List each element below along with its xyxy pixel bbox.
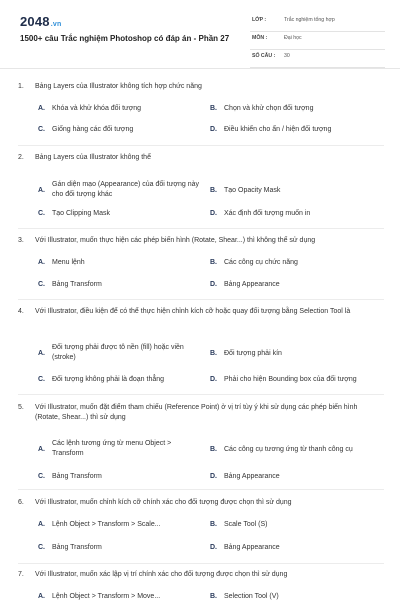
option-text: Phải cho hiện Bounding box của đối tượng: [224, 376, 357, 383]
option-letter: B.: [210, 187, 217, 194]
logo-suffix: .vn: [50, 21, 62, 28]
option-text: Điều khiển cho ẩn / hiện đối tượng: [224, 126, 332, 133]
option-text: Xác định đối tượng muốn in: [224, 210, 311, 217]
question-text: Với Illustrator, muốn xác lập vị trí chính xác cho đối tượng được chọn thì sử dụng: [35, 571, 288, 578]
document-header: [0, 0, 400, 68]
option-letter: A.: [38, 105, 45, 112]
option-letter: A.: [38, 521, 45, 528]
option-text: Bảng Transform: [52, 281, 102, 288]
meta-key: LỚP :: [252, 17, 267, 23]
option-letter: A.: [38, 187, 45, 194]
option-letter: C.: [38, 544, 45, 551]
option-letter: D.: [210, 126, 217, 133]
site-logo[interactable]: [20, 14, 61, 29]
question-divider: [18, 228, 384, 229]
option-letter: B.: [210, 105, 217, 112]
option-text: Tạo Clipping Mask: [52, 210, 110, 217]
page-title: 1500+ câu Trắc nghiệm Photoshop có đáp án - Phần 27: [20, 34, 230, 43]
question-divider: [18, 145, 384, 146]
question-number: 7.: [18, 571, 24, 578]
meta-value: Đại học: [284, 35, 302, 41]
option-letter: C.: [38, 281, 45, 288]
meta-key: MÔN :: [252, 35, 268, 41]
option-letter: D.: [210, 473, 217, 480]
meta-row-count: [250, 50, 385, 68]
question-text: Với Illustrator, muốn thực hiện các phép biến hình (Rotate, Shear...) thì không thể sử dụng: [35, 237, 316, 244]
meta-row-class: [250, 14, 385, 32]
question-divider: [18, 299, 384, 300]
meta-value: 30: [284, 53, 290, 59]
option-letter: B.: [210, 350, 217, 357]
option-text: Giống hàng các đối tượng: [52, 126, 134, 133]
question-text: Bảng Layers của Illustrator không tích hợp chức năng: [35, 83, 202, 90]
option-letter: C.: [38, 473, 45, 480]
option-text: Gán diện mạo (Appearance) của đối tượng này cho đối tượng khác: [52, 181, 200, 198]
question-divider: [18, 489, 384, 490]
option-text: Bảng Appearance: [224, 473, 280, 480]
question-number: 5.: [18, 404, 24, 411]
question-divider: [18, 394, 384, 395]
question-divider: [18, 563, 384, 564]
option-letter: A.: [38, 593, 45, 600]
option-text: Bảng Appearance: [224, 544, 280, 551]
option-letter: C.: [38, 210, 45, 217]
meta-row-subject: [250, 32, 385, 50]
meta-value: Trắc nghiệm tổng hợp: [284, 17, 335, 23]
option-letter: D.: [210, 281, 217, 288]
option-text: Chọn và khử chọn đối tượng: [224, 105, 314, 112]
question-text: Với Illustrator, điều kiện để có thể thực hiện chỉnh kích cỡ hoặc quay đối tượng bằng Selection Tool là: [35, 308, 351, 315]
option-letter: B.: [210, 259, 217, 266]
option-text: Tạo Opacity Mask: [224, 187, 281, 194]
option-letter: C.: [38, 126, 45, 133]
option-text: Scale Tool (S): [224, 521, 268, 528]
option-letter: B.: [210, 446, 217, 453]
question-text: Với Illustrator, muốn chỉnh kích cỡ chính xác cho đối tượng được chọn thì sử dụng: [35, 499, 292, 506]
option-text: Các công cụ tương ứng từ thanh công cụ: [224, 446, 353, 453]
option-letter: B.: [210, 593, 217, 600]
option-text: Đối tượng phải được tô nền (fill) hoặc viền (stroke): [52, 344, 184, 361]
option-text: Lệnh Object > Transform > Scale...: [52, 521, 161, 528]
logo-main: 2048: [20, 14, 50, 29]
option-letter: D.: [210, 210, 217, 217]
question-number: 1.: [18, 83, 24, 90]
option-letter: A.: [38, 259, 45, 266]
option-letter: A.: [38, 350, 45, 357]
option-letter: D.: [210, 376, 217, 383]
option-text: Menu lệnh: [52, 259, 85, 266]
option-text: Các lệnh tương ứng từ menu Object > Transform: [52, 440, 172, 457]
option-text: Khóa và khử khóa đối tượng: [52, 105, 142, 112]
header-divider: [0, 68, 400, 69]
option-letter: C.: [38, 376, 45, 383]
question-text: Với Illustrator, muốn đặt điểm tham chiếu (Reference Point) ở vị trí tùy ý khi sử dụng các phép biến hình (Rotate, Shear...) thì sử dụng: [35, 404, 358, 421]
option-text: Đối tượng phải kín: [224, 350, 282, 357]
option-text: Bảng Transform: [52, 473, 102, 480]
question-text: Bảng Layers của Illustrator không thể: [35, 154, 151, 161]
option-text: Đối tượng không phải là đoạn thẳng: [52, 376, 165, 383]
question-number: 4.: [18, 308, 24, 315]
question-number: 6.: [18, 499, 24, 506]
question-number: 2.: [18, 154, 24, 161]
option-text: Bảng Transform: [52, 544, 102, 551]
meta-table: [250, 14, 385, 68]
option-text: Bảng Appearance: [224, 281, 280, 288]
option-text: Selection Tool (V): [224, 593, 279, 600]
option-letter: D.: [210, 544, 217, 551]
option-text: Các công cụ chức năng: [224, 259, 298, 266]
meta-key: SỐ CÂU :: [252, 53, 276, 59]
option-text: Lệnh Object > Transform > Move...: [52, 593, 161, 600]
option-letter: A.: [38, 446, 45, 453]
option-letter: B.: [210, 521, 217, 528]
question-number: 3.: [18, 237, 24, 244]
